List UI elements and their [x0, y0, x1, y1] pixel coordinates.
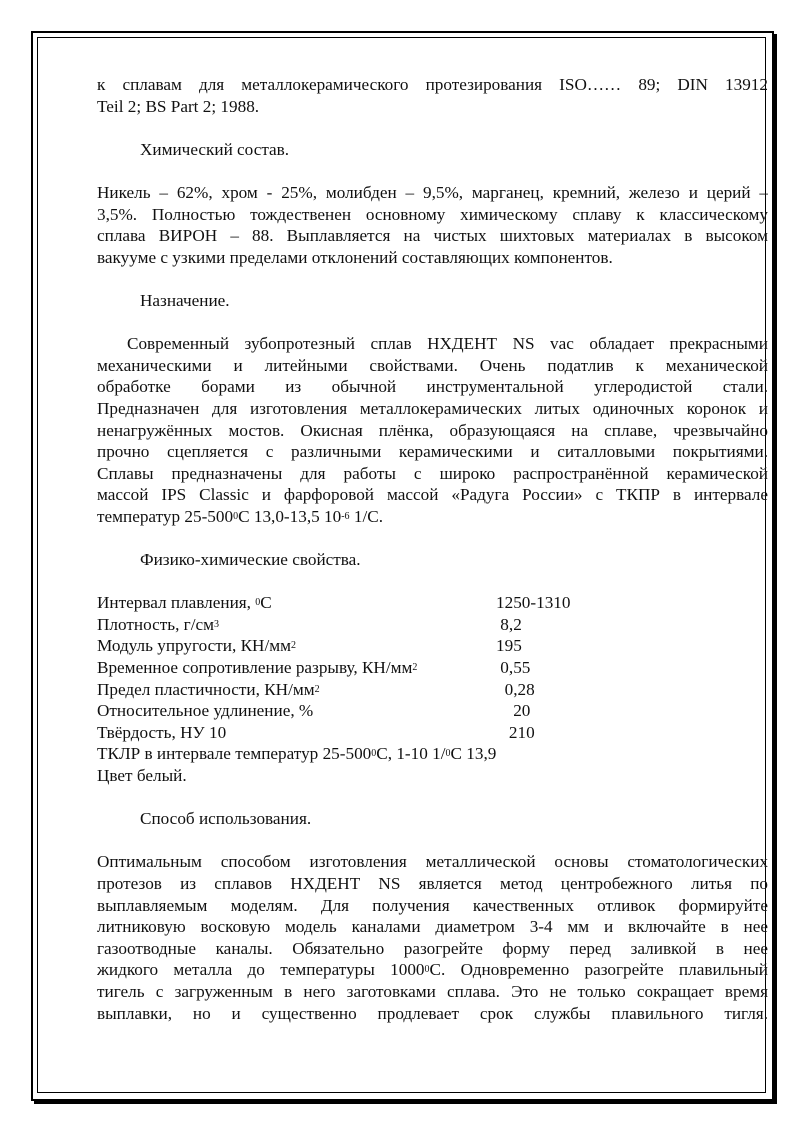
purpose-line: Сплавы предназначены для работы с широко распространённой керамической	[97, 463, 768, 483]
purpose-line: Современный зубопротезный сплав НХДЕНТ NS vac обладает прекрасными	[127, 334, 768, 354]
property-value: 0,55	[496, 658, 531, 678]
usage-line: протезов из сплавов НХДЕНТ NS является метод центробежного литья по	[97, 873, 768, 893]
usage-line: выплавляемым моделям. Для получения качественных отливок формируйте	[97, 895, 768, 915]
property-row: Модуль упругости, $КН/мм^2$ 195	[97, 636, 522, 656]
usage-line: Оптимальным способом изготовления металлической основы стоматологических	[97, 852, 768, 872]
chem-line: сплава ВИРОН – 88. Выплавляется на чистых шихтовых материалах в высоком	[97, 226, 768, 246]
chem-line: 3,5%. Полностью тождественен основному химическому сплаву к классическому	[97, 204, 768, 224]
purpose-line-last: температур $25-500^0С$ 13,0-13,5 $10^{-6}$ 1/С.	[97, 506, 383, 526]
property-value: 1250-1310	[496, 593, 571, 613]
property-value: 210	[496, 722, 535, 742]
usage-heading: Способ использования.	[140, 809, 312, 829]
property-value: 20	[496, 701, 531, 721]
property-row: Интервал плавления, $^0$С 1250-1310	[97, 593, 571, 613]
purpose-line: ненагружённых мостов. Окисная плёнка, образующаяся на сплаве, чрезвычайно	[97, 420, 768, 440]
usage-line: тигель с загруженным в него заготовками сплава. Это не только сокращает время	[97, 981, 768, 1001]
purpose-line: прочно сцепляется с различными керамическими и ситалловыми покрытиями.	[97, 442, 768, 462]
usage-line: газоотводные каналы. Обязательно разогрейте форму перед заливкой в нее	[97, 938, 768, 958]
property-value: 0,28	[496, 679, 535, 699]
chem-line: Никель – 62%, хром - 25%, молибден – 9,5%, марганец, кремний, железо и церий –	[97, 182, 768, 202]
chem-line: вакууме с узкими пределами отклонений составляющих компонентов.	[97, 247, 613, 267]
intro-line-1: к сплавам для металлокерамического протезирования ISO…… 89; DIN 13912	[97, 75, 768, 94]
tklr-line: ТКЛР в интервале температур $25-500^0С$, 1-10 1/$^0$С 13,9	[97, 744, 497, 764]
usage-line: жидкого металла до температуры 1000$^0$С. Одновременно разогрейте плавильный	[97, 960, 768, 980]
purpose-line: Предназначен для изготовления металлокерамических литых одиночных коронок и	[97, 398, 768, 418]
property-row: Плотность, $г/см^3$ 8,2	[97, 614, 522, 634]
properties-table	[97, 592, 768, 743]
phys-heading: Физико-химические свойства.	[140, 550, 361, 570]
purpose-line: массой IPS Classic и фарфоровой массой «Радуга России» с ТКПР в интервале	[97, 485, 768, 505]
property-value: 8,2	[496, 614, 522, 634]
purpose-line: механическими и литейными свойствами. Очень податлив к механической	[97, 355, 768, 375]
property-row: Твёрдость, НУ 10 210	[97, 722, 535, 742]
usage-line: выплавки, но и существенно продлевает срок службы плавильного тигля.	[97, 1003, 768, 1023]
intro-line-2: Teil 2; BS Part 2; 1988.	[97, 96, 260, 116]
purpose-line: обработке борами из обычной инструментальной углеродистой стали.	[97, 377, 768, 397]
color-line: Цвет белый.	[97, 766, 187, 785]
property-row: Относительное удлинение, % 20	[97, 701, 531, 721]
document-body	[97, 74, 768, 1030]
purpose-heading: Назначение.	[140, 290, 230, 310]
property-row: Временное сопротивление разрыву, $КН/мм^2$ 0,55	[97, 658, 531, 678]
chem-heading: Химический состав.	[140, 139, 290, 159]
property-row: Предел пластичности, $КН/мм^2$ 0,28	[97, 679, 535, 699]
usage-line: литниковую восковую модель каналами диаметром 3-4 мм и включайте в нее	[97, 917, 768, 937]
property-value: 195	[496, 636, 522, 656]
